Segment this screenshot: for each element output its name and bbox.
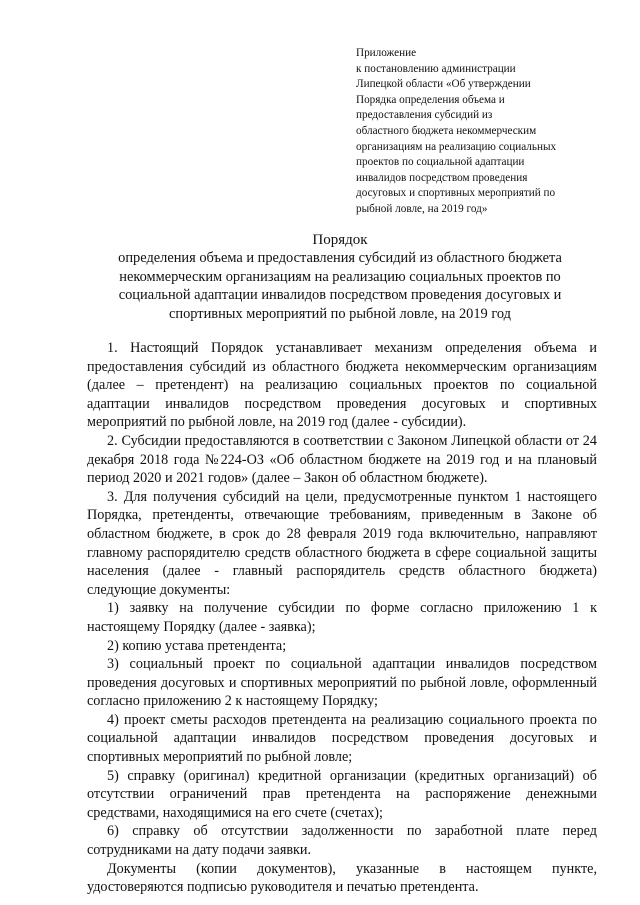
appendix-line: досуговых и спортивных мероприятий по (356, 187, 556, 200)
subtitle-line: социальной адаптации инвалидов посредством проведения досуговых и (118, 287, 562, 304)
list-item: 3) социальный проект по социальной адаптации инвалидов посредством проведения досуговых и спортивных мероприятий по рыбной ловле, оформленный согласно приложению 2 к настоящему Порядку; (87, 656, 597, 710)
paragraph: Документы (копии документов), указанные в настоящем пункте, удостоверяются подписью руководителя и печатью претендента. (87, 860, 597, 896)
document-subtitle (96, 249, 584, 323)
appendix-line: рыбной ловле, на 2019 год» (356, 202, 488, 215)
list-item: 1) заявку на получение субсидии по форме согласно приложению 1 к настоящему Порядку (далее - заявка); (87, 600, 597, 635)
document-body (87, 339, 597, 897)
subtitle-line: определения объема и предоставления субсидий из областного бюджета (118, 250, 562, 266)
appendix-line: организациям на реализацию социальных (356, 140, 557, 153)
appendix-line: к постановлению администрации (356, 62, 516, 75)
document-title: Порядок (312, 232, 368, 248)
appendix-line: проектов по социальной адаптации (356, 156, 525, 169)
paragraph: 1. Настоящий Порядок устанавливает механизм определения объема и предоставления субсидий из областного бюджета некоммерческим организациям (далее – претендент) на реализацию социальных проектов по социальной адаптации инвалидов посредством проведения досуговых и спортивных мероприятий по рыбной ловле, на 2019 год (далее - субсидии). (87, 340, 597, 431)
appendix-line: Липецкой области «Об утверждении (356, 78, 531, 91)
appendix-header (356, 46, 616, 218)
paragraph: 3. Для получения субсидий на цели, предусмотренные пунктом 1 настоящего Порядка, претенденты, отвечающие требованиям, приведенным в Законе об областном бюджете, в срок до 28 февраля 2019 года включительно, направляют главному распорядителю средств областного бюджета в сфере социальной защиты населения (далее - главный распорядитель средств областного бюджета) следующие документы: (87, 488, 597, 598)
appendix-line: Приложение (356, 47, 417, 59)
subtitle-line: некоммерческим организациям на реализацию социальных проектов по (119, 268, 561, 285)
list-item: 4) проект сметы расходов претендента на реализацию социального проекта по социальной адаптации инвалидов посредством проведения досуговых и спортивных мероприятий по рыбной ловле; (87, 711, 597, 766)
list-item: 5) справку (оригинал) кредитной организации (кредитных организаций) об отсутствии ограничений прав претендента на распоряжение денежными средствами, находящимися на его счете (счетах); (87, 767, 597, 821)
appendix-line: Порядка определения объема и (356, 93, 505, 106)
appendix-line: предоставления субсидий из (356, 109, 493, 122)
list-item: 2) копию устава претендента; (107, 637, 287, 654)
paragraph: 2. Субсидии предоставляются в соответствии с Законом Липецкой области от 24 декабря 2018 года №224-ОЗ «Об областном бюджете на 2019 год и на плановый период 2020 и 2021 годов» (далее – Закон об областном бюджете). (87, 432, 597, 487)
list-item: 6) справку об отсутствии задолженности по заработной плате перед сотрудниками на дату подачи заявки. (87, 823, 597, 859)
appendix-line: областного бюджета некоммерческим (356, 124, 537, 137)
subtitle-line: спортивных мероприятий по рыбной ловле, на 2019 год (169, 305, 511, 322)
appendix-line: инвалидов посредством проведения (356, 171, 528, 184)
